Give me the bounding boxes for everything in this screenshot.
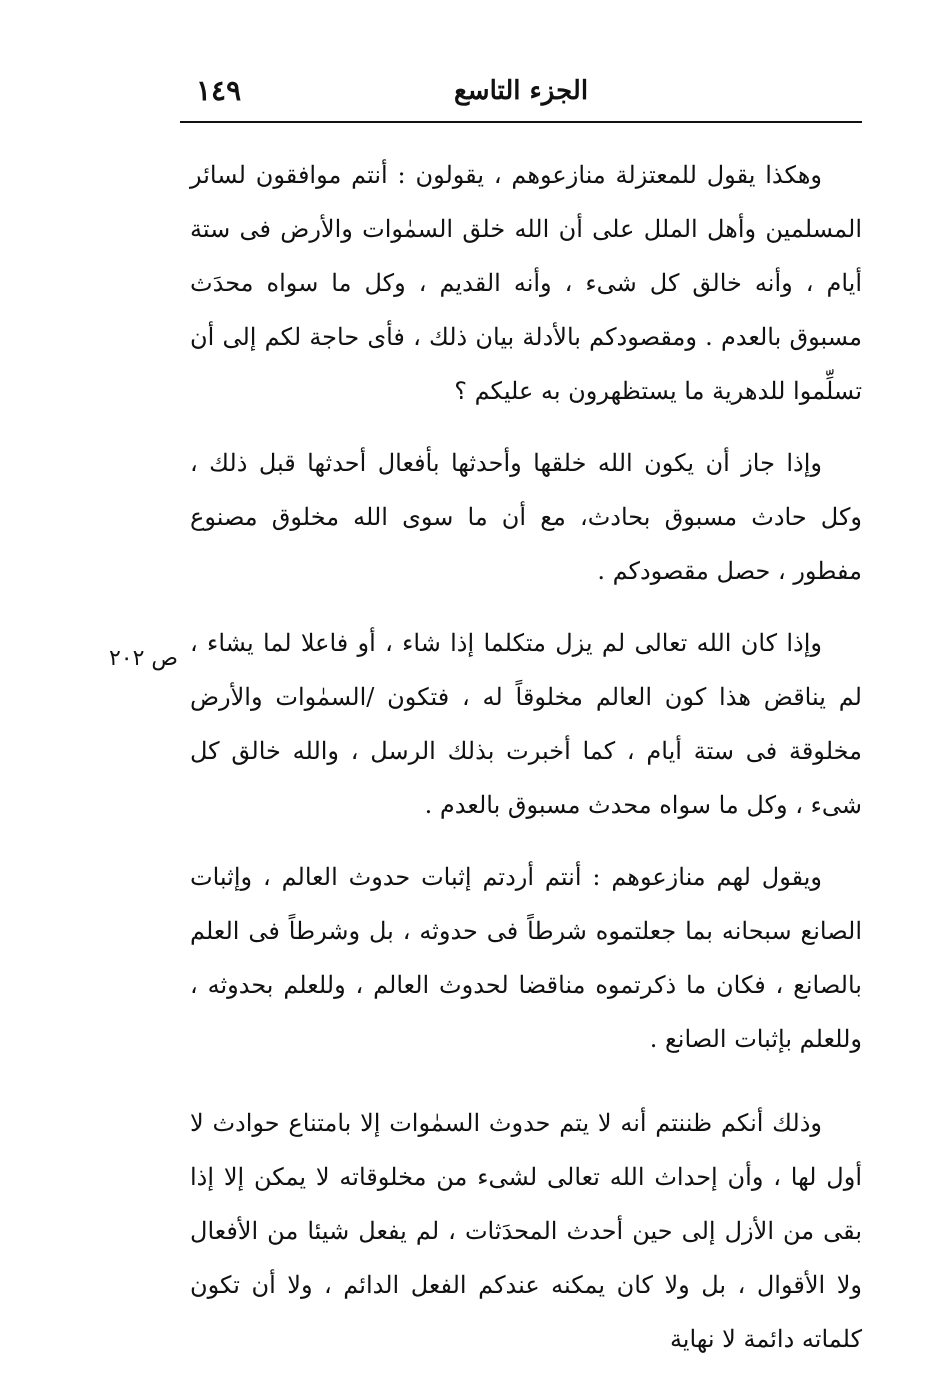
page-number: ١٤٩ bbox=[196, 74, 242, 107]
running-title: الجزء التاسع bbox=[453, 76, 589, 106]
header-rule bbox=[180, 121, 862, 123]
paragraph: وهكذا يقول للمعتزلة منازعوهم ، يقولون : أنتم موافقون لسائر المسلمين وأهل الملل على أن الله خلق السمٰوات والأرض فى ستة أيام ، وأنه خالق كل شىء ، وأنه القديم ، وكل ما سواه محدَث مسبوق بالعدم . ومقصودكم بالأدلة بيان ذلك ، فأى حاجة لكم إلى أن تسلِّموا للدهرية ما يستظهرون به عليكم ؟ bbox=[190, 161, 862, 405]
body-text bbox=[190, 148, 862, 1384]
paragraph: وذلك أنكم ظننتم أنه لا يتم حدوث السمٰوات إلا بامتناع حوادث لا أول لها ، وأن إحداث الله تعالى لشىء من مخلوقاته لا يمكن إلا إذا بقى من الأزل إلى حين أحدث المحدَثات ، لم يفعل شيئا من الأفعال ولا الأقوال ، بل ولا كان يمكنه عندكم الفعل الدائم ، ولا أن تكون كلماته دائمة لا نهاية bbox=[190, 1109, 862, 1353]
paragraph: وإذا جاز أن يكون الله خلقها وأحدثها بأفعال أحدثها قبل ذلك ، وكل حادث مسبوق بحادث، مع أن ما سوى الله مخلوق مصنوع مفطور ، حصل مقصودكم . bbox=[190, 449, 862, 585]
margin-page-reference: ص ٢٠٢ bbox=[108, 646, 178, 671]
paragraph: وإذا كان الله تعالى لم يزل متكلما إذا شاء ، أو فاعلا لما يشاء ، لم يناقض هذا كون العالم مخلوقاً له ، فتكون /السمٰوات والأرض مخلوقة فى ستة أيام ، كما أخبرت بذلك الرسل ، والله خالق كل شىء ، وكل ما سواه محدث مسبوق بالعدم . bbox=[190, 629, 862, 819]
paragraph: ويقول لهم منازعوهم : أنتم أردتم إثبات حدوث العالم ، وإثبات الصانع سبحانه بما جعلتموه شرطاً فى حدوثه ، بل وشرطاً فى العلم بالصانع ، فكان ما ذكرتموه مناقضا لحدوث العالم ، وللعلم بحدوثه ، وللعلم بإثبات الصانع . bbox=[190, 863, 862, 1053]
page-header bbox=[180, 68, 862, 118]
